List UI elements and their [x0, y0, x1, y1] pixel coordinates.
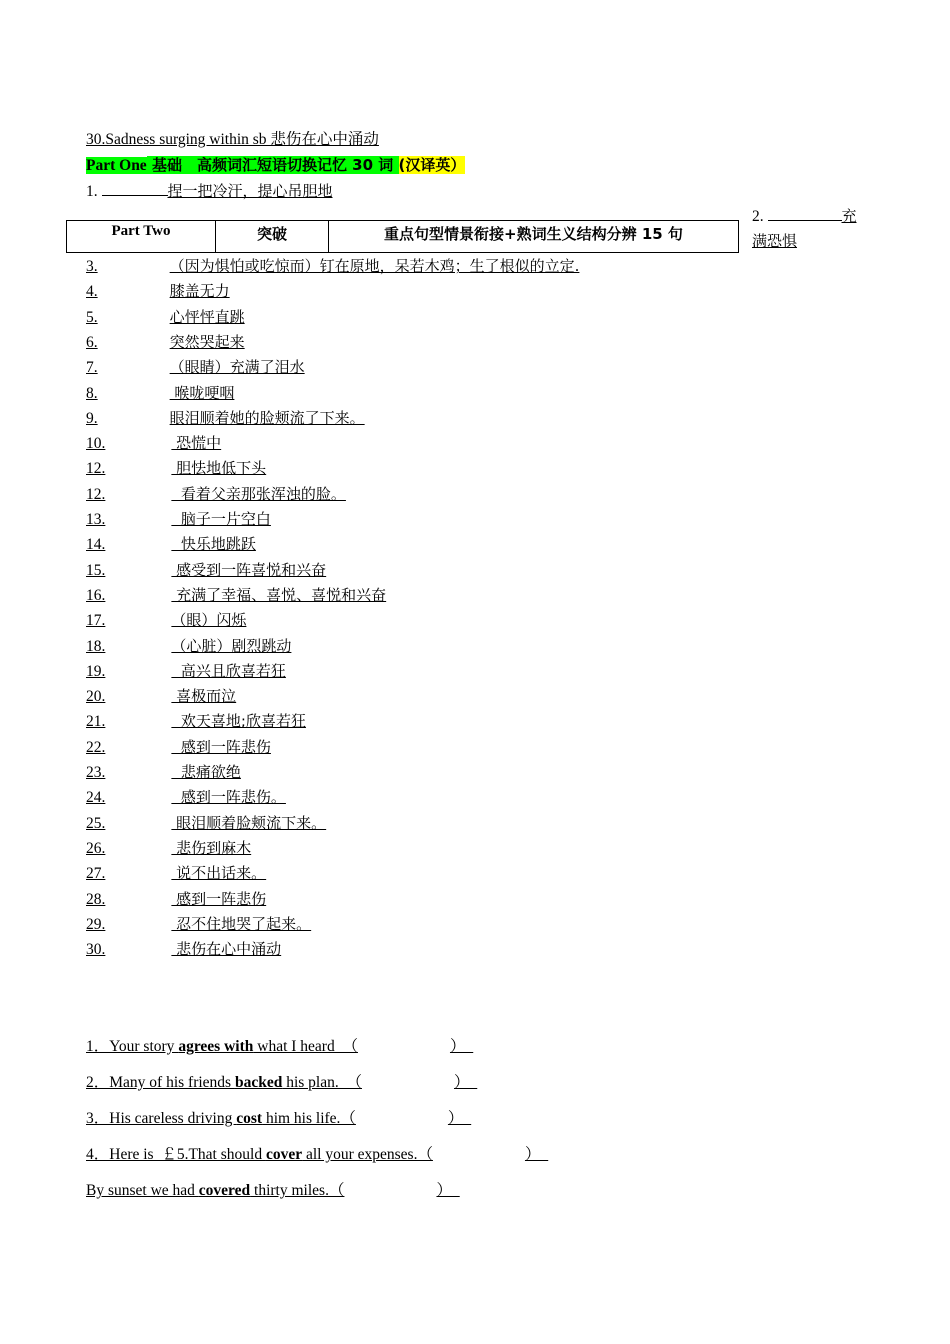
item-text: 脑子一片空白 — [171, 510, 271, 528]
item-number: 12. — [86, 485, 106, 503]
item-text: 欢天喜地;欣喜若狂 — [171, 712, 306, 731]
item-number: 8. — [86, 384, 98, 402]
item-number: 9. — [86, 409, 98, 427]
list-item — [86, 307, 245, 328]
item-number: 13. — [86, 511, 106, 528]
list-item — [86, 711, 306, 732]
item-text: 恐慌中 — [171, 434, 222, 453]
item-text: 忍不住地哭了起来。 — [171, 914, 312, 933]
item-text: 感到一阵悲伤 — [171, 889, 267, 908]
list-item-1: 1. 捏一把冷汗，提心吊胆地 — [86, 182, 333, 200]
item-number: 30. — [86, 941, 106, 959]
key-phrase: backed — [234, 1074, 283, 1091]
item-text: 喉咙哽咽 — [169, 383, 235, 402]
list-item — [86, 686, 236, 707]
list-item — [86, 357, 305, 378]
list-item — [86, 813, 326, 834]
item-number: 19. — [86, 662, 106, 680]
list-item — [86, 863, 266, 884]
item-text: 眼泪顺着脸颊流下来。 — [171, 813, 327, 832]
item-text: 看着父亲那张浑浊的脸。 — [171, 484, 346, 503]
part-two-label: Part Two — [67, 221, 216, 253]
list-item — [86, 787, 286, 808]
part-two-table — [66, 220, 739, 253]
item-text: 充满了幸福、喜悦、喜悦和兴奋 — [171, 585, 387, 604]
list-item — [86, 534, 256, 555]
item-number: 24. — [86, 789, 106, 807]
list-item — [86, 458, 266, 479]
item-text: 心怦怦直跳 — [169, 307, 245, 326]
item-text: 高兴且欣喜若狂 — [171, 661, 286, 680]
item-1-answer: 捏一把冷汗，提心吊胆地 — [102, 182, 333, 200]
list-item — [86, 939, 281, 960]
key-phrase: cover — [265, 1146, 303, 1163]
item-number: 15. — [86, 561, 106, 579]
list-item — [86, 383, 234, 404]
item-text: 快乐地跳跃 — [171, 535, 256, 554]
list-item — [86, 610, 246, 631]
item-number: 17. — [86, 612, 106, 630]
sentence-item: 1．Your story agrees with what I heard （ ） — [86, 1038, 474, 1055]
item-text: 喜极而泣 — [171, 687, 237, 706]
list-item — [86, 509, 271, 530]
key-phrase: agrees with — [178, 1038, 254, 1055]
list-item — [86, 408, 365, 429]
list-item — [86, 737, 271, 758]
item-number: 25. — [86, 814, 106, 832]
item-number: 23. — [86, 764, 106, 781]
list-item — [86, 281, 230, 302]
item-text: （因为惧怕或吃惊而）钉在原地，呆若木鸡；生了根似的立定. — [169, 257, 580, 275]
item-text: （眼）闪烁 — [171, 611, 247, 630]
item-number: 16. — [86, 586, 106, 604]
list-item — [86, 914, 311, 935]
part-two-tag: 突破 — [216, 221, 329, 253]
item-text: 悲伤在心中涌动 — [171, 940, 282, 959]
list-item — [86, 256, 579, 277]
list-item — [86, 560, 326, 581]
sentence-item: 2．Many of his friends backed his plan. （ ） — [86, 1074, 478, 1091]
part-one-label: Part One — [86, 157, 147, 174]
item-number: 21. — [86, 713, 106, 731]
item-number: 27. — [86, 865, 106, 883]
item-number: 28. — [86, 890, 106, 908]
item-text: （眼睛）充满了泪水 — [169, 358, 305, 377]
part-one-tail: (汉译英） — [398, 156, 466, 174]
item-number: 10. — [86, 435, 106, 453]
list-item — [86, 889, 266, 910]
item-number: 26. — [86, 839, 106, 857]
part-one-header — [86, 155, 465, 176]
item-number: 3. — [86, 258, 98, 275]
key-phrase: covered — [198, 1182, 251, 1199]
list-item-2: 2. 充 满恐惧 — [752, 207, 857, 250]
item-text: 胆怯地低下头 — [171, 459, 267, 478]
item-text: 突然哭起来 — [169, 332, 245, 351]
part-one-title: 基础 高频词汇短语切换记忆 30 词 — [147, 156, 399, 174]
sentence-item: 3．His careless driving cost him his life.（ ） — [86, 1110, 472, 1127]
key-phrase: cost — [236, 1110, 263, 1127]
list-item — [86, 636, 291, 657]
item-text: 感到一阵悲伤 — [171, 737, 271, 756]
sentence-item: By sunset we had covered thirty miles.（ ） — [86, 1182, 460, 1199]
list-item — [86, 433, 221, 454]
item-text: 悲痛欲绝 — [171, 763, 241, 781]
item-number: 20. — [86, 688, 106, 706]
item-text: 眼泪顺着她的脸颊流了下来。 — [169, 408, 365, 427]
list-item — [86, 332, 245, 353]
item-number: 18. — [86, 637, 106, 655]
item-text: 说不出话来。 — [171, 864, 267, 883]
item-number: 6. — [86, 333, 98, 351]
list-item — [86, 585, 386, 606]
item-text: 感受到一阵喜悦和兴奋 — [171, 560, 327, 579]
list-item — [86, 661, 286, 682]
item-number: 22. — [86, 738, 106, 756]
list-item — [86, 838, 251, 859]
item-text: 膝盖无力 — [169, 282, 230, 301]
item-number: 14. — [86, 536, 106, 554]
item-text: （心脏）剧烈跳动 — [171, 636, 292, 655]
item-text: 悲伤到麻木 — [171, 838, 252, 857]
item-number: 12. — [86, 460, 106, 478]
list-item — [86, 762, 241, 783]
list-item — [86, 484, 346, 505]
sentence-item: 4．Here is ￡5.That should cover all your expenses.（ ） — [86, 1146, 549, 1163]
item-number: 29. — [86, 915, 106, 933]
part-two-title: 重点句型情景衔接+熟词生义结构分辨 15 句 — [329, 221, 739, 253]
top-line: 30.Sadness surging within sb 悲伤在心中涌动 — [86, 131, 379, 148]
item-number: 4. — [86, 283, 98, 301]
item-text: 感到一阵悲伤。 — [171, 788, 286, 807]
item-number: 5. — [86, 308, 98, 326]
item-number: 7. — [86, 359, 98, 377]
